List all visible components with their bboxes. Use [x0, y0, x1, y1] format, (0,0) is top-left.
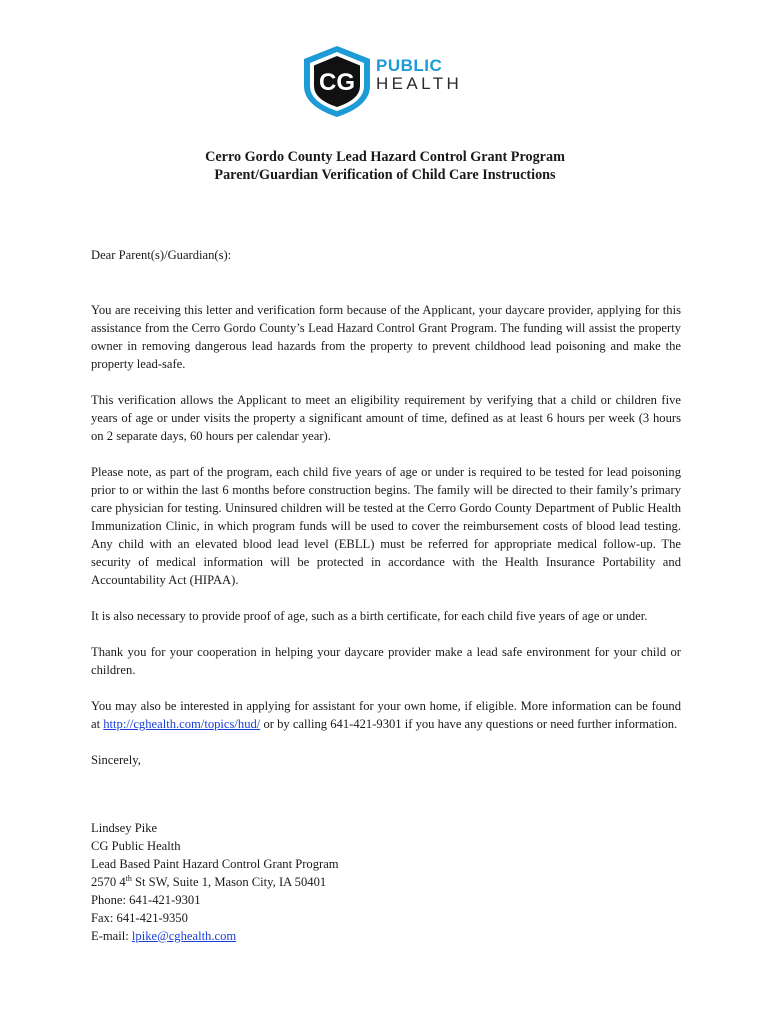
address-rest: St SW, Suite 1, Mason City, IA 50401 [131, 875, 327, 889]
more-info-text-after: or by calling 641-421-9301 if you have any questions or need further information. [260, 717, 678, 731]
cg-shield-icon [300, 44, 374, 118]
logo-initials: CG [319, 69, 355, 96]
logo-public-text: PUBLIC [376, 56, 443, 75]
closing: Sincerely, [91, 753, 141, 767]
email-label: E-mail: [91, 929, 132, 943]
title-line-2: Parent/Guardian Verification of Child Care Instructions [214, 167, 556, 183]
email-link[interactable]: lpike@cghealth.com [131, 929, 237, 943]
paragraph-testing: Please note, as part of the program, each child five years of age or under is required to be tested for lead poisoning prior to or within the last 6 months before construction begins. The family will be directed to their family’s primary care physician for testing. Uninsured children will be tested at the Cerro Gordo County Department of Public Health Immunization Clinic, in which program funds will be used to cover the reimbursement costs of blood lead testing. Any child with an elevated blood lead level (EBLL) must be referred for appropriate medical follow-up. The security of medical information will be protected in accordance with the Health Insurance Portability and Accountability Act (HIPAA). [91, 465, 681, 587]
salutation: Dear Parent(s)/Guardian(s): [91, 248, 232, 262]
signer-email-line [91, 927, 681, 945]
paragraph-intro: You are receiving this letter and verification form because of the Applicant, your daycare provider, applying for this assistance from the Cerro Gordo County’s Lead Hazard Control Grant Program. The funding will assist the property owner in removing dangerous lead hazards from the property to prevent childhood lead poisoning and make the property lead-safe. [91, 303, 681, 371]
signature-block [91, 819, 681, 945]
signer-address [91, 873, 681, 891]
signer-org: CG Public Health [91, 839, 181, 853]
paragraph-more-info [91, 697, 681, 733]
paragraph-proof-of-age: It is also necessary to provide proof of age, such as a birth certificate, for each child five years of age or under. [91, 609, 648, 623]
signer-name: Lindsey Pike [91, 821, 158, 835]
signer-program: Lead Based Paint Hazard Control Grant Program [91, 857, 339, 871]
signer-phone: Phone: 641-421-9301 [91, 893, 201, 907]
paragraph-thanks: Thank you for your cooperation in helping your daycare provider make a lead safe environment for your child or children. [91, 645, 681, 677]
title-line-1: Cerro Gordo County Lead Hazard Control Grant Program [205, 149, 565, 165]
document-title [0, 148, 770, 184]
address-number: 2570 4 [91, 875, 126, 889]
letter-body [91, 246, 681, 945]
more-info-text-before: You may also be interested in applying for assistant for your own home, if eligible. More information can be found at [91, 699, 681, 731]
signer-fax: Fax: 641-421-9350 [91, 911, 188, 925]
paragraph-verification: This verification allows the Applicant to meet an eligibility requirement by verifying that a child or children five years of age or under visits the property a significant amount of time, defined as at least 6 hours per week (3 hours on 2 separate days, 60 hours per calendar year). [91, 393, 681, 443]
address-ordinal: th [125, 873, 132, 883]
logo-health-text: HEALTH [376, 74, 463, 93]
hud-topics-link[interactable]: http://cghealth.com/topics/hud/ [103, 717, 261, 731]
cg-public-health-logo [300, 44, 480, 118]
